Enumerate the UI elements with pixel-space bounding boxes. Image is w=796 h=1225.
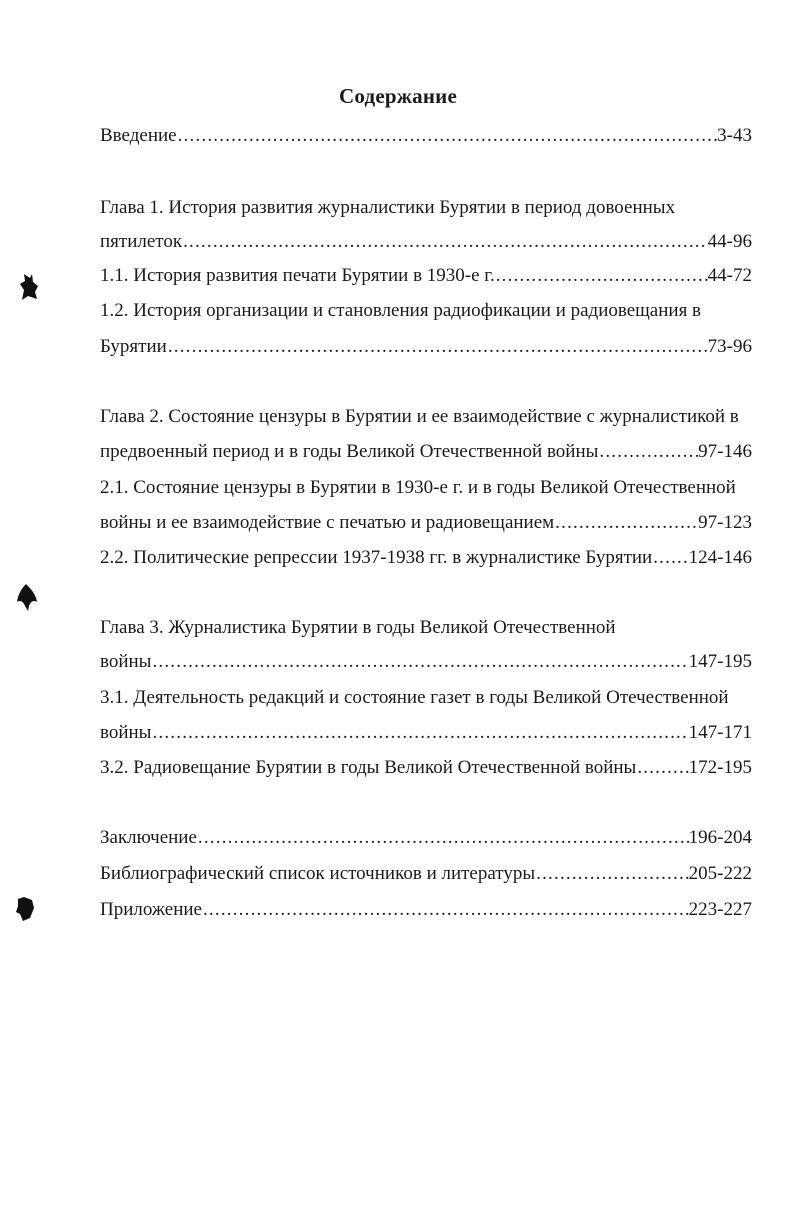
toc-entry-3-2 xyxy=(100,756,752,780)
scan-blot-middle xyxy=(14,582,40,612)
dot-leader xyxy=(182,230,708,254)
toc-entry-label: Заключение xyxy=(100,827,197,848)
toc-entry-label: войны xyxy=(100,651,152,672)
toc-entry-appendix xyxy=(100,898,752,922)
toc-entry-label: 2.2. Политические репрессии 1937-1938 гг. в журналистике Бурятии xyxy=(100,547,653,568)
toc-entry-label: пятилеток xyxy=(100,231,183,252)
chapter-2-heading: Глава 2. Состояние цензуры в Бурятии и ее взаимодействие с журналистикой в xyxy=(100,406,739,427)
toc-entry-chapter-2 xyxy=(100,440,752,464)
toc-entry-pages: 73-96 xyxy=(707,336,752,357)
dot-leader xyxy=(151,721,688,745)
toc-entry-pages: 196-204 xyxy=(688,827,752,848)
toc-entry-label: войны xyxy=(100,722,152,743)
toc-entry-2-1 xyxy=(100,511,752,535)
toc-entry-label: Приложение xyxy=(100,899,202,920)
toc-entry-pages: 3-43 xyxy=(717,125,752,146)
toc-entry-pages: 97-146 xyxy=(698,441,752,462)
dot-leader xyxy=(151,650,688,674)
chapter-3-heading: Глава 3. Журналистика Бурятии в годы Великой Отечественной xyxy=(100,617,616,638)
toc-entry-pages: 205-222 xyxy=(688,863,752,884)
toc-entry-label: 1.1. История развития печати Бурятии в 1930-е г. xyxy=(100,265,495,286)
dot-leader xyxy=(167,335,708,359)
toc-entry-1-1 xyxy=(100,264,752,288)
toc-entry-pages: 124-146 xyxy=(688,547,752,568)
toc-entry-label: войны и ее взаимодействие с печатью и радиовещанием xyxy=(100,512,555,533)
dot-leader xyxy=(202,898,689,922)
toc-entry-pages: 44-72 xyxy=(707,265,752,286)
toc-entry-1-2 xyxy=(100,335,752,359)
chapter-1-heading: Глава 1. История развития журналистики Бурятии в период довоенных xyxy=(100,197,676,218)
toc-entry-label: Введение xyxy=(100,125,177,146)
dot-leader xyxy=(652,546,688,570)
dot-leader xyxy=(535,862,689,886)
toc-entry-pages: 97-123 xyxy=(698,512,752,533)
toc-entry-label: Библиографический список источников и литературы xyxy=(100,863,536,884)
page-title: Содержание xyxy=(339,84,457,108)
toc-entry-label: Бурятии xyxy=(100,336,167,357)
dot-leader xyxy=(636,756,688,780)
toc-entry-label: 3.2. Радиовещание Бурятии в годы Великой Отечественной войны xyxy=(100,757,637,778)
dot-leader xyxy=(598,440,698,464)
toc-entry-pages: 172-195 xyxy=(688,757,752,778)
section-3-1-heading: 3.1. Деятельность редакций и состояние газет в годы Великой Отечественной xyxy=(100,687,729,708)
dot-leader xyxy=(197,826,689,850)
toc-entry-intro xyxy=(100,124,752,148)
section-1-2-heading: 1.2. История организации и становления радиофикации и радиовещания в xyxy=(100,300,702,321)
toc-entry-pages: 147-171 xyxy=(688,722,752,743)
toc-entry-conclusion xyxy=(100,826,752,850)
toc-entry-pages: 44-96 xyxy=(707,231,752,252)
toc-entry-chapter-3 xyxy=(100,650,752,674)
toc-entry-bibliography xyxy=(100,862,752,886)
scan-blot-top xyxy=(18,272,40,302)
toc-entry-label: предвоенный период и в годы Великой Отечественной войны xyxy=(100,441,599,462)
toc-entry-pages: 223-227 xyxy=(688,899,752,920)
scan-blot-bottom xyxy=(14,896,36,922)
toc-entry-2-2 xyxy=(100,546,752,570)
toc-entry-3-1 xyxy=(100,721,752,745)
dot-leader xyxy=(177,124,718,148)
dot-leader xyxy=(554,511,698,535)
toc-entry-chapter-1 xyxy=(100,230,752,254)
dot-leader xyxy=(495,264,708,288)
toc-entry-pages: 147-195 xyxy=(688,651,752,672)
section-2-1-heading: 2.1. Состояние цензуры в Бурятии в 1930-е г. и в годы Великой Отечественной xyxy=(100,477,736,498)
